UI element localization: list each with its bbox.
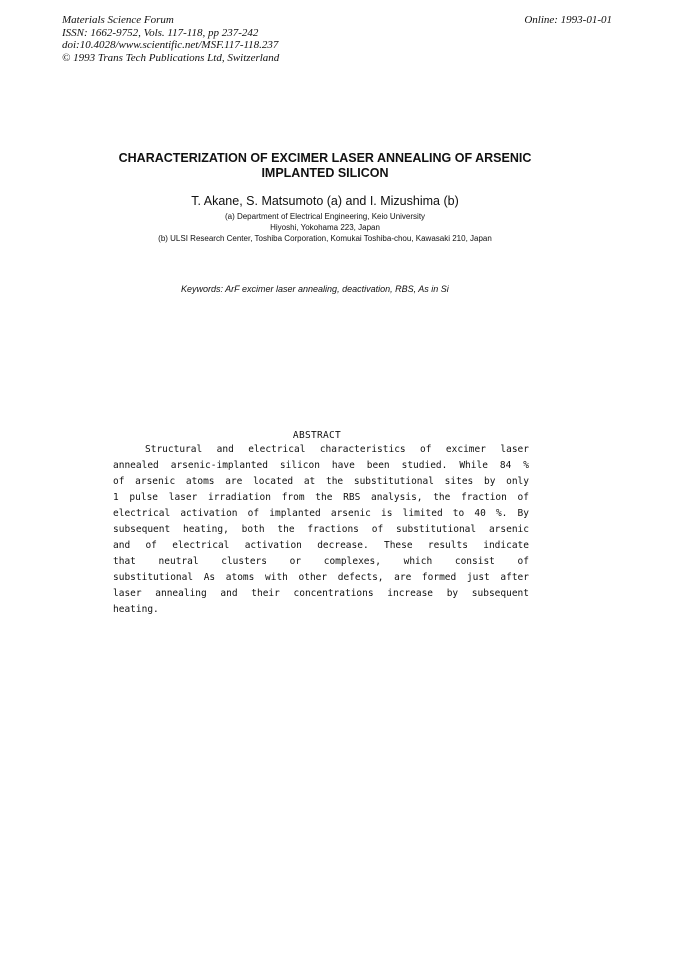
abstract-line: and of electrical activation decrease. These results indicate xyxy=(113,540,529,551)
doi-link[interactable]: doi:10.4028/www.scientific.net/MSF.117-118.237 xyxy=(62,39,279,51)
title-line-2: IMPLANTED SILICON xyxy=(261,166,389,180)
abstract-line: substitutional As atoms with other defects, are formed just after xyxy=(113,572,529,583)
abstract-line: annealed arsenic-implanted silicon have been studied. While 84 % xyxy=(113,460,529,471)
author-list: T. Akane, S. Matsumoto (a) and I. Mizushima (b) xyxy=(191,194,459,208)
abstract-line: that neutral clusters or complexes, which consist of xyxy=(113,556,529,567)
affiliation-a-line-2: Hiyoshi, Yokohama 223, Japan xyxy=(270,223,380,232)
abstract-line: laser annealing and their concentrations increase by subsequent xyxy=(113,588,529,599)
copyright-line: © 1993 Trans Tech Publications Ltd, Switzerland xyxy=(62,51,280,64)
affiliation-b: (b) ULSI Research Center, Toshiba Corporation, Komukai Toshiba-chou, Kawasaki 210, Japan xyxy=(158,234,492,243)
journal-header xyxy=(62,14,279,64)
abstract-line: 1 pulse laser irradiation from the RBS analysis, the fraction of xyxy=(113,492,529,503)
paper-title xyxy=(0,151,650,181)
title-line-1: CHARACTERIZATION OF EXCIMER LASER ANNEALING OF ARSENIC xyxy=(118,151,532,165)
abstract-line: subsequent heating, both the fractions of substitutional arsenic xyxy=(113,524,529,535)
abstract-line: electrical activation of implanted arsenic is limited to 40 %. By xyxy=(113,508,529,519)
journal-name: Materials Science Forum xyxy=(62,14,174,26)
online-date: Online: 1993-01-01 xyxy=(524,14,612,26)
affiliation-a-line-1: (a) Department of Electrical Engineering, Keio University xyxy=(224,212,426,221)
abstract-heading: ABSTRACT xyxy=(292,430,342,441)
abstract-line: heating. xyxy=(113,604,159,615)
keywords: Keywords: ArF excimer laser annealing, deactivation, RBS, As in Si xyxy=(181,284,449,294)
abstract-line: Structural and electrical characteristics of excimer laser xyxy=(145,444,529,455)
abstract-line: of arsenic atoms are located at the substitutional sites by only xyxy=(113,476,529,487)
issn-line: ISSN: 1662-9752, Vols. 117-118, pp 237-242 xyxy=(62,26,259,39)
